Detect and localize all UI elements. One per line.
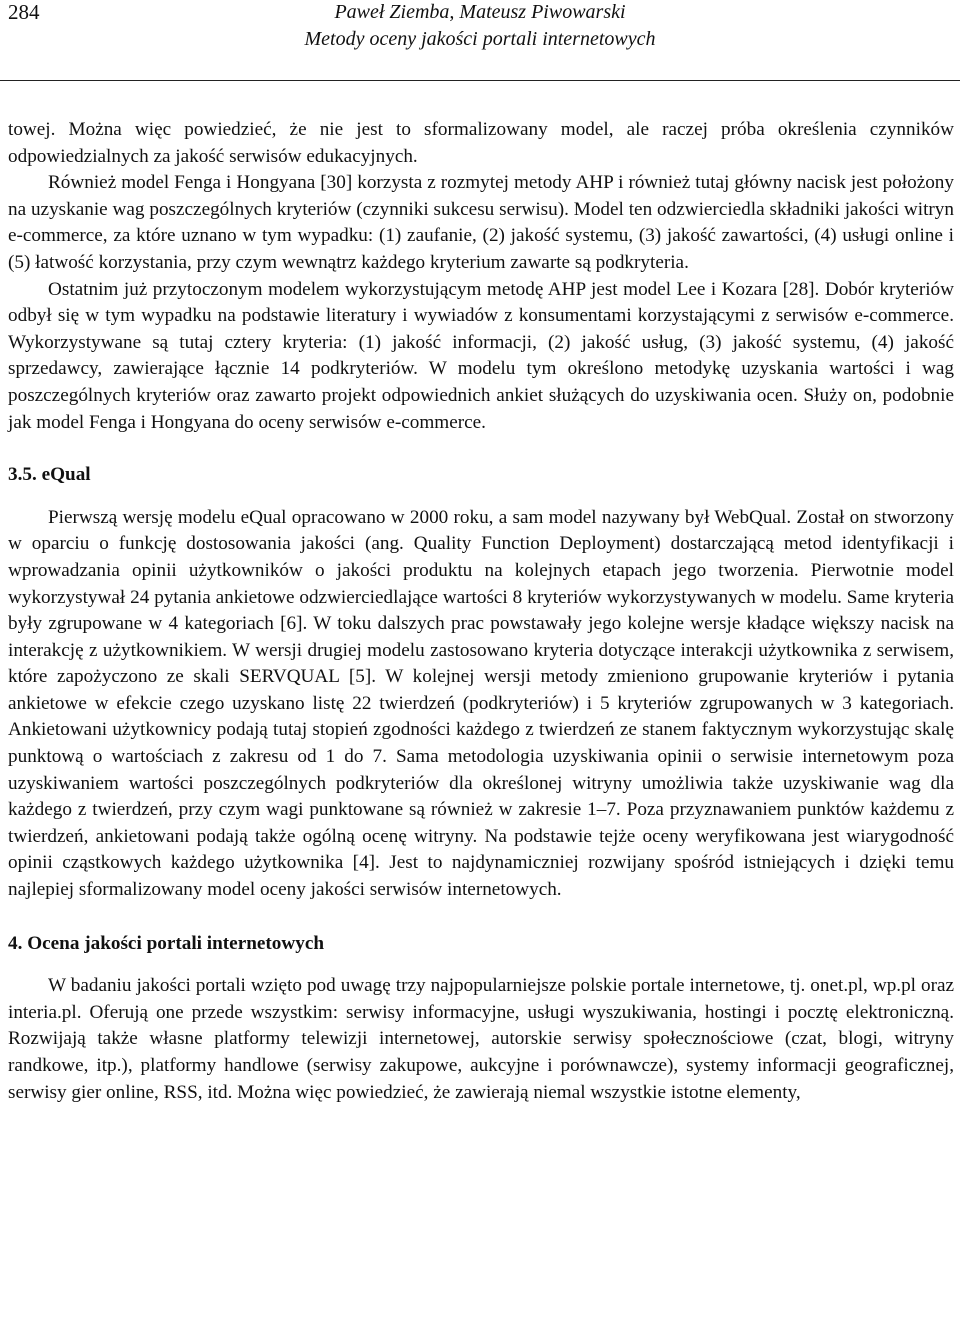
page-header bbox=[0, 0, 960, 82]
paragraph-lee-kozar: Ostatnim już przytoczonym modelem wykorzystującym metodę AHP jest model Lee i Kozara [28]. Dobór kryteriów odbył się w tym wypadku na podstawie literatury i wywiadów z konsumentami korzystającymi z serwisów e-commerce. Wykorzystywane są tutaj cztery kryteria: (1) jakość informacji, (2) jakość usług, (3) jakość systemu, (4) jakość sprzedawcy, zawierające łącznie 14 podkryteriów. W modelu tym określono metodykę uzyskania wartości i wag poszczególnych kryteriów oraz zawarto projekt odpowiednich ankiet służących do uzyskiwania ocen. Służy on, podobnie jak model Fenga i Hongyana do oceny serwisów e-commerce. bbox=[8, 278, 954, 433]
section-heading-portal-quality: 4. Ocena jakości portali internetowych bbox=[8, 932, 325, 954]
running-head bbox=[0, 0, 960, 53]
spacer bbox=[8, 904, 954, 931]
paragraph-feng-hongyan: Również model Fenga i Hongyana [30] korzysta z rozmytej metody AHP i również tutaj główny nacisk jest położony na uzyskanie wag poszczególnych kryteriów (czynniki sukcesu serwisu). Model ten odzwierciedla składniki jakości witryn e-commerce, za które uznano w tym wypadku: (1) zaufanie, (2) jakość systemu, (3) jakość zawartości, (4) usługi online i (5) łatwość korzystania, przy czym wewnątrz każdego kryterium zawarte są podkryteria. bbox=[8, 172, 954, 273]
paragraph-continuation: towej. Można więc powiedzieć, że nie jest to sformalizowany model, ale raczej próba określenia czynników odpowiedzialnych za jakość serwisów edukacyjnych. bbox=[8, 119, 954, 167]
paragraph-portals: W badaniu jakości portali wzięto pod uwagę trzy najpopularniejsze polskie portale internetowe, tj. onet.pl, wp.pl oraz interia.pl. Oferują one przede wszystkim: serwisy informacyjne, usługi wyszukiwania, hostingi i pocztę elektroniczną. Rozwijają także własne platformy telewizji internetowej, autorskie serwisy społecznościowe (czat, blogi, witryny randkowe, itp.), platformy handlowe (serwisy zakupowe, aukcyjne i porównawcze), systemy informacji geograficznej, serwisy gier online, RSS, itd. Można więc powiedzieć, że zawierają niemal wszystkie istotne elementy, bbox=[8, 975, 954, 1103]
page-number: 284 bbox=[8, 0, 40, 24]
section-heading-equal: 3.5. eQual bbox=[8, 464, 91, 486]
running-head-authors: Paweł Ziemba, Mateusz Piwowarski bbox=[334, 1, 626, 23]
spacer bbox=[8, 489, 954, 505]
spacer bbox=[8, 957, 954, 973]
header-divider bbox=[0, 80, 960, 81]
spacer bbox=[8, 436, 954, 462]
running-head-title: Metody oceny jakości portali internetowych bbox=[304, 28, 656, 50]
page-body bbox=[8, 117, 954, 1106]
paragraph-equal: Pierwszą wersję modelu eQual opracowano w 2000 roku, a sam model nazywany był WebQual. Został on stworzony w oparciu o funkcję dostosowania jakości (ang. Quality Function Deployment) dostarczającą metod identyfikacji i wprowadzania opinii użytkowników o jakości produktu na kolejnych etapach jego tworzenia. Pierwotnie model wykorzystywał 24 pytania ankietowe odzwierciedlające wartości 8 kryteriów wykorzystywanych w modelu. Same kryteria były zgrupowane w 4 kategoriach [6]. W toku dalszych prac powstawały jego kolejne wersje kładące większy nacisk na interakcję z użytkownikiem. W wersji drugiej modelu zastosowano kryteria dotyczące interakcji użytkownika z serwisem, które zapożyczono ze skali SERVQUAL [5]. W kolejnej wersji metody zmieniono grupowanie kryteriów i pytania ankietowe w efekcie czego uzyskano listę 22 twierdzeń (podkryteriów) i 5 kryteriów zgrupowanych w 3 kategoriach. Ankietowani użytkownicy podają tutaj stopień zgodności każdego z twierdzeń ze stanem faktycznym wykorzystując skalę punktową o wartościach z zakresu od 1 do 7. Sama metodologia uzyskiwania opinii o serwisie internetowym poza uzyskiwaniem wartości poszczególnych podkryteriów dla określonej witryny umożliwia także uzyskiwanie wag dla każdego z twierdzeń, przy czym wagi punktowane są również w zakresie 1–7. Poza przyznawaniem punktów każdemu z twierdzeń, ankietowani podają także ogólną ocenę witryny. Na podstawie tejże oceny weryfikowana jest wiarygodność opinii cząstkowych każdego użytkownika [4]. Jest to najdynamiczniej rozwijany spośród istniejących i dzięki temu najlepiej sformalizowany model oceny jakości serwisów internetowych. bbox=[8, 506, 954, 901]
